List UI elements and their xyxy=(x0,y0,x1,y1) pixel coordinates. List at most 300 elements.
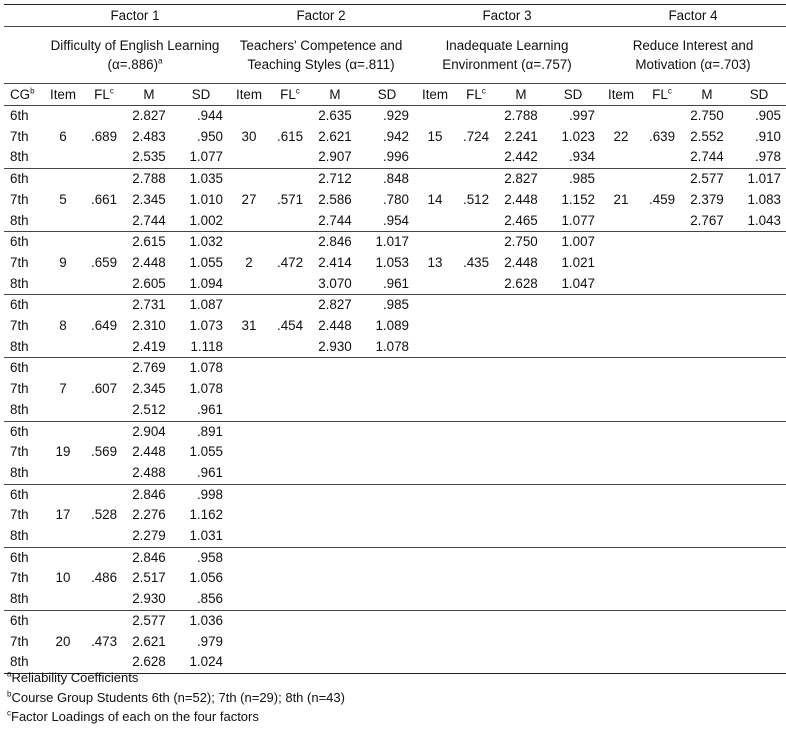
item-cell xyxy=(600,211,642,232)
mean-cell xyxy=(682,358,732,379)
fl-cell: .607 xyxy=(90,381,118,397)
item-cell xyxy=(42,147,84,168)
sd-cell xyxy=(546,632,600,653)
course-group-cell: 8th xyxy=(4,589,42,610)
sd-cell xyxy=(546,526,600,547)
table-notes xyxy=(7,668,345,727)
sd-cell xyxy=(732,463,786,484)
sd-cell: .985 xyxy=(568,171,595,187)
fl-cell xyxy=(84,463,124,484)
fl-cell xyxy=(642,316,682,337)
table-row xyxy=(4,358,786,379)
sd-cell xyxy=(360,442,414,463)
item-cell xyxy=(414,526,456,547)
item-cell: 14 xyxy=(427,191,443,207)
mean-cell xyxy=(496,421,546,442)
fl-cell xyxy=(84,526,124,547)
fl-cell xyxy=(270,211,310,232)
mean-cell: 2.846 xyxy=(132,549,166,565)
item-cell xyxy=(414,610,456,631)
fl-cell: .661 xyxy=(90,191,118,207)
fl-cell xyxy=(456,610,496,631)
item-cell xyxy=(600,505,642,526)
sd-cell xyxy=(360,400,414,421)
table-row xyxy=(4,211,786,232)
fl-cell xyxy=(84,484,124,505)
mean-cell xyxy=(682,295,732,316)
sd-cell xyxy=(732,295,786,316)
item-cell: 31 xyxy=(241,318,257,334)
sd-cell: 1.047 xyxy=(546,274,600,295)
sd-cell xyxy=(546,358,600,379)
sd-cell xyxy=(732,652,786,673)
mean-cell xyxy=(682,316,732,337)
item-cell: 13 xyxy=(427,254,443,270)
sd-cell: 1.023 xyxy=(561,128,595,144)
item-cell xyxy=(42,421,84,442)
fl-cell: .649 xyxy=(90,318,118,334)
sd-cell: .954 xyxy=(360,211,414,232)
column-header-row xyxy=(4,84,786,106)
fl-cell xyxy=(270,505,310,526)
sd-cell: 1.017 xyxy=(375,234,409,250)
mean-cell xyxy=(496,379,546,400)
course-group-cell: 7th xyxy=(10,507,29,523)
mean-cell xyxy=(682,652,732,673)
mean-cell xyxy=(496,568,546,589)
item-cell xyxy=(228,610,270,631)
fl-cell xyxy=(84,169,124,190)
mean-cell: 2.448 xyxy=(132,444,166,460)
sd-cell: .891 xyxy=(196,423,223,439)
fl-cell xyxy=(642,568,682,589)
mean-cell xyxy=(496,505,546,526)
table-row xyxy=(4,484,786,505)
course-group-cell: 7th xyxy=(10,128,29,144)
sd-cell xyxy=(732,442,786,463)
course-group-cell: 7th xyxy=(10,381,29,397)
fl-cell xyxy=(84,610,124,631)
fl-cell: .486 xyxy=(90,570,118,586)
fl-cell xyxy=(270,526,310,547)
sd-cell xyxy=(732,526,786,547)
mean-cell: 2.621 xyxy=(132,633,166,649)
mean-cell xyxy=(682,505,732,526)
fl-cell xyxy=(270,589,310,610)
sd-cell: .961 xyxy=(174,400,228,421)
fl-cell xyxy=(642,547,682,568)
course-group-cell: 7th xyxy=(10,633,29,649)
mean-cell: 2.788 xyxy=(132,171,166,187)
item-cell xyxy=(414,358,456,379)
table-row xyxy=(4,421,786,442)
mean-cell xyxy=(496,400,546,421)
item-cell xyxy=(414,274,456,295)
fl-cell xyxy=(84,147,124,168)
factor-table xyxy=(4,4,786,674)
mean-cell: 2.767 xyxy=(682,211,732,232)
item-cell xyxy=(414,169,456,190)
item-cell xyxy=(42,211,84,232)
fl-cell xyxy=(642,295,682,316)
sd-cell: 1.017 xyxy=(747,171,781,187)
item-cell xyxy=(414,442,456,463)
sd-cell xyxy=(546,463,600,484)
course-group-cell: 6th xyxy=(10,486,29,502)
item-cell xyxy=(414,232,456,253)
sd-cell: .934 xyxy=(546,147,600,168)
fl-cell xyxy=(270,232,310,253)
factor-1-name: Difficulty of English Learning (α=.886)$^a$ xyxy=(42,27,228,84)
mean-cell xyxy=(310,526,360,547)
item-cell xyxy=(414,505,456,526)
fl-cell xyxy=(456,442,496,463)
fl-cell xyxy=(84,547,124,568)
column-header-sd: SD xyxy=(732,84,786,106)
item-cell xyxy=(600,358,642,379)
sd-cell xyxy=(360,358,414,379)
sd-cell: 1.036 xyxy=(189,612,223,628)
table-row xyxy=(4,442,786,463)
sd-cell xyxy=(546,652,600,673)
column-header-fl: $FL^c$ xyxy=(84,84,124,106)
item-cell xyxy=(414,652,456,673)
fl-cell: .459 xyxy=(648,191,676,207)
item-cell xyxy=(600,421,642,442)
sd-cell: 1.083 xyxy=(747,191,781,207)
fl-cell xyxy=(84,211,124,232)
fl-cell xyxy=(642,274,682,295)
mean-cell: 2.930 xyxy=(310,337,360,358)
mean-cell xyxy=(496,632,546,653)
sd-cell: 1.162 xyxy=(189,507,223,523)
item-cell: 7 xyxy=(59,381,67,397)
fl-cell xyxy=(456,589,496,610)
sd-cell: 1.078 xyxy=(360,337,414,358)
mean-cell xyxy=(496,547,546,568)
item-cell xyxy=(600,632,642,653)
mean-cell: 2.345 xyxy=(132,381,166,397)
sd-cell xyxy=(732,337,786,358)
sd-cell xyxy=(546,610,600,631)
sd-cell xyxy=(360,652,414,673)
item-cell xyxy=(600,106,642,127)
sd-cell: .979 xyxy=(196,633,223,649)
fl-cell xyxy=(642,253,682,274)
mean-cell: 2.483 xyxy=(132,128,166,144)
fl-cell xyxy=(270,169,310,190)
course-group-cell: 7th xyxy=(10,444,29,460)
item-cell xyxy=(600,442,642,463)
item-cell xyxy=(600,652,642,673)
mean-cell: 2.552 xyxy=(690,128,724,144)
sd-cell xyxy=(732,379,786,400)
mean-cell xyxy=(310,463,360,484)
fl-cell: .472 xyxy=(276,254,304,270)
item-cell: 10 xyxy=(55,570,71,586)
mean-cell: 2.788 xyxy=(504,108,538,123)
mean-cell: 2.744 xyxy=(124,211,174,232)
mean-cell: 2.448 xyxy=(318,318,352,334)
mean-cell xyxy=(496,526,546,547)
mean-cell xyxy=(682,589,732,610)
mean-cell: 2.419 xyxy=(124,337,174,358)
fl-cell xyxy=(270,568,310,589)
item-cell xyxy=(228,505,270,526)
course-group-cell: 7th xyxy=(10,570,29,586)
item-cell xyxy=(228,211,270,232)
mean-cell: 2.628 xyxy=(124,652,174,673)
mean-cell: 2.276 xyxy=(132,507,166,523)
table-row xyxy=(4,526,786,547)
mean-cell: 2.712 xyxy=(318,171,352,187)
sd-cell: .856 xyxy=(174,589,228,610)
table-row xyxy=(4,463,786,484)
sd-cell xyxy=(546,400,600,421)
fl-cell xyxy=(270,379,310,400)
item-cell xyxy=(228,274,270,295)
mean-cell: 2.448 xyxy=(504,191,538,207)
mean-cell xyxy=(310,379,360,400)
item-cell xyxy=(600,253,642,274)
course-group-cell: 8th xyxy=(4,526,42,547)
table-row xyxy=(4,169,786,190)
mean-cell: 2.345 xyxy=(132,191,166,207)
table-row xyxy=(4,610,786,631)
mean-cell xyxy=(682,253,732,274)
course-group-cell: 6th xyxy=(10,297,29,313)
sd-cell xyxy=(360,379,414,400)
sd-cell: .942 xyxy=(382,128,409,144)
item-cell xyxy=(228,547,270,568)
item-cell xyxy=(42,232,84,253)
fl-cell: .639 xyxy=(648,128,676,144)
mean-cell xyxy=(682,526,732,547)
mean-cell xyxy=(682,421,732,442)
fl-cell: .528 xyxy=(90,507,118,523)
factor-header-row xyxy=(4,5,786,27)
mean-cell xyxy=(496,589,546,610)
fl-cell xyxy=(84,421,124,442)
course-group-cell: 8th xyxy=(4,652,42,673)
mean-cell: 2.512 xyxy=(124,400,174,421)
fl-cell xyxy=(456,295,496,316)
item-cell: 20 xyxy=(55,633,71,649)
mean-cell: 2.586 xyxy=(318,191,352,207)
mean-cell xyxy=(496,652,546,673)
course-group-cell: 7th xyxy=(10,191,29,207)
mean-cell: 2.744 xyxy=(682,147,732,168)
sd-cell: .961 xyxy=(174,463,228,484)
mean-cell xyxy=(496,337,546,358)
mean-cell xyxy=(496,358,546,379)
table-row xyxy=(4,295,786,316)
item-cell xyxy=(414,379,456,400)
fl-cell xyxy=(456,526,496,547)
item-cell xyxy=(228,147,270,168)
sd-cell xyxy=(360,610,414,631)
fl-cell xyxy=(456,505,496,526)
column-header-m: M xyxy=(682,84,732,106)
mean-cell xyxy=(682,379,732,400)
fl-cell xyxy=(456,652,496,673)
mean-cell xyxy=(496,316,546,337)
fl-cell xyxy=(642,463,682,484)
sd-cell xyxy=(360,568,414,589)
fl-cell xyxy=(642,147,682,168)
item-cell xyxy=(228,295,270,316)
item-cell xyxy=(42,358,84,379)
item-cell xyxy=(414,337,456,358)
mean-cell xyxy=(682,568,732,589)
mean-cell: 2.846 xyxy=(318,234,352,250)
course-group-cell: 8th xyxy=(4,463,42,484)
factor-3-label: Factor 3 xyxy=(414,5,600,27)
sd-cell xyxy=(732,589,786,610)
column-header-item: Item xyxy=(42,84,84,106)
item-cell xyxy=(42,547,84,568)
item-cell xyxy=(600,526,642,547)
sd-cell: .910 xyxy=(754,128,781,144)
fl-cell xyxy=(642,400,682,421)
course-group-cell: 6th xyxy=(10,171,29,187)
item-cell: 5 xyxy=(59,191,67,207)
sd-cell: 1.024 xyxy=(174,652,228,673)
sd-cell: 1.087 xyxy=(189,297,223,313)
item-cell xyxy=(228,484,270,505)
fl-cell xyxy=(270,547,310,568)
fl-cell xyxy=(84,589,124,610)
mean-cell: 2.621 xyxy=(318,128,352,144)
course-group-cell: 7th xyxy=(10,318,29,334)
mean-cell: 2.827 xyxy=(318,297,352,313)
fl-cell xyxy=(642,632,682,653)
mean-cell: 2.414 xyxy=(318,254,352,270)
fl-cell xyxy=(456,463,496,484)
mean-cell xyxy=(682,610,732,631)
sd-cell xyxy=(732,505,786,526)
fl-cell xyxy=(642,610,682,631)
item-cell xyxy=(42,400,84,421)
sd-cell: .944 xyxy=(196,108,223,123)
sd-cell: .997 xyxy=(568,108,595,123)
mean-cell: 2.769 xyxy=(132,360,166,376)
mean-cell: 2.750 xyxy=(690,108,724,123)
sd-cell xyxy=(546,379,600,400)
table-row xyxy=(4,337,786,358)
item-cell: 15 xyxy=(427,128,443,144)
mean-cell: 2.744 xyxy=(310,211,360,232)
mean-cell: 2.241 xyxy=(504,128,538,144)
mean-cell xyxy=(310,421,360,442)
fl-cell xyxy=(270,147,310,168)
fl-cell: .512 xyxy=(462,191,490,207)
sd-cell xyxy=(546,337,600,358)
mean-cell: 2.827 xyxy=(132,108,166,123)
table-row xyxy=(4,253,786,274)
sd-cell xyxy=(546,547,600,568)
item-cell xyxy=(414,463,456,484)
fl-cell xyxy=(642,169,682,190)
item-cell xyxy=(42,526,84,547)
fl-cell xyxy=(270,337,310,358)
table-row xyxy=(4,400,786,421)
table-row xyxy=(4,106,786,127)
column-header-sd: SD xyxy=(546,84,600,106)
fl-cell xyxy=(84,358,124,379)
item-cell: 2 xyxy=(245,254,253,270)
mean-cell: 2.379 xyxy=(690,191,724,207)
mean-cell xyxy=(496,463,546,484)
column-header-item: Item xyxy=(600,84,642,106)
sd-cell xyxy=(732,316,786,337)
mean-cell: 3.070 xyxy=(310,274,360,295)
item-cell: 30 xyxy=(241,128,257,144)
fl-cell xyxy=(84,400,124,421)
sd-cell xyxy=(732,400,786,421)
fl-cell: .689 xyxy=(90,128,118,144)
fl-cell xyxy=(642,589,682,610)
item-cell xyxy=(228,568,270,589)
item-cell: 6 xyxy=(59,128,67,144)
mean-cell: 2.930 xyxy=(124,589,174,610)
item-cell xyxy=(228,632,270,653)
fl-cell xyxy=(456,337,496,358)
fl-cell xyxy=(456,421,496,442)
mean-cell xyxy=(496,295,546,316)
sd-cell: 1.089 xyxy=(375,318,409,334)
sd-cell xyxy=(360,484,414,505)
sd-cell: 1.010 xyxy=(189,191,223,207)
item-cell xyxy=(414,316,456,337)
sd-cell: .780 xyxy=(382,191,409,207)
course-group-cell: 8th xyxy=(4,211,42,232)
fl-cell xyxy=(270,358,310,379)
mean-cell: 2.577 xyxy=(690,171,724,187)
item-cell xyxy=(414,211,456,232)
fl-cell xyxy=(270,610,310,631)
item-cell xyxy=(228,106,270,127)
course-group-cell: 6th xyxy=(10,234,29,250)
mean-cell xyxy=(682,463,732,484)
mean-cell: 2.577 xyxy=(132,612,166,628)
sd-cell xyxy=(360,526,414,547)
mean-cell xyxy=(682,232,732,253)
mean-cell xyxy=(310,505,360,526)
sd-cell xyxy=(732,568,786,589)
item-cell xyxy=(414,568,456,589)
mean-cell xyxy=(682,400,732,421)
mean-cell: 2.635 xyxy=(318,108,352,123)
sd-cell xyxy=(732,547,786,568)
column-header-m: M xyxy=(310,84,360,106)
table-row xyxy=(4,379,786,400)
mean-cell xyxy=(310,610,360,631)
item-cell xyxy=(600,274,642,295)
sd-cell: .996 xyxy=(360,147,414,168)
item-cell: 19 xyxy=(55,444,71,460)
item-cell xyxy=(42,169,84,190)
sd-cell xyxy=(360,505,414,526)
mean-cell: 2.628 xyxy=(496,274,546,295)
fl-cell xyxy=(642,652,682,673)
sd-cell: 1.007 xyxy=(561,234,595,250)
fl-cell: .724 xyxy=(462,128,490,144)
table-row xyxy=(4,568,786,589)
fl-cell xyxy=(642,211,682,232)
item-cell xyxy=(228,589,270,610)
item-cell xyxy=(228,169,270,190)
